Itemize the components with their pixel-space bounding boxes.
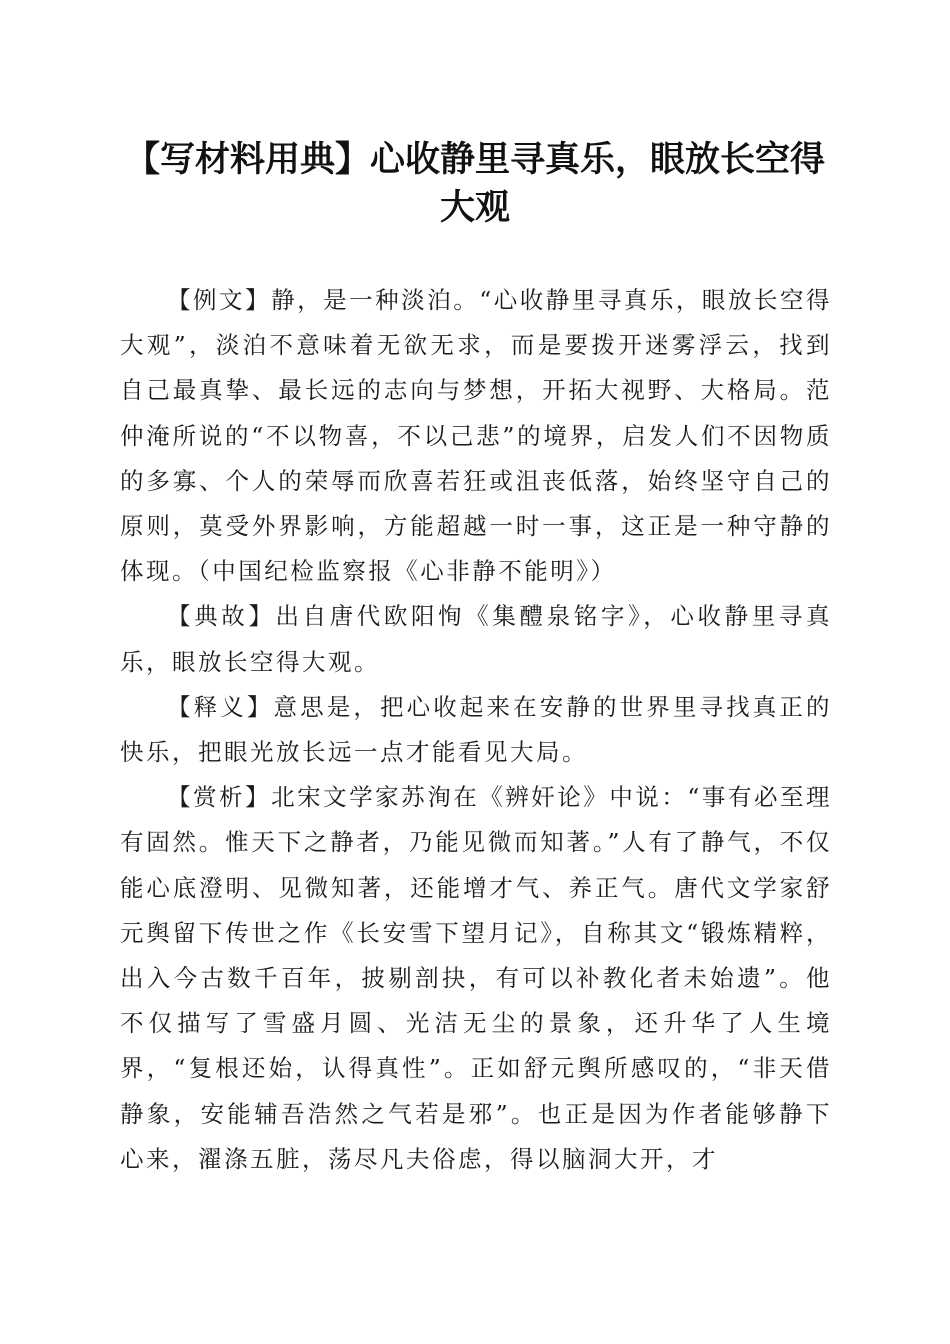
paragraph-appreciation: 【赏析】北宋文学家苏洵在《辨奸论》中说：“事有必至理有固然。惟天下之静者，乃能见微而知著。”人有了静气，不仅能心底澄明、见微知著，还能增才气、养正气。唐代文学家舒元舆留下传世之作《长安雪下望月记》，自称其文“锻炼精粹，出入今古数千百年，披剔剖抉，有可以补教化者未始遗”。他不仅描写了雪盛月圆、光洁无尘的景象，还升华了人生境界，“复根还始，认得真性”。正如舒元舆所感叹的，“非天借静象，安能辅吾浩然之气若是邪”。也正是因为作者能够静下心来，濯涤五脏，荡尽凡夫俗虑，得以脑洞大开，才 (120, 783, 832, 1173)
paragraph-example: 【例文】静，是一种淡泊。“心收静里寻真乐，眼放长空得大观”，淡泊不意味着无欲无求，而是要拨开迷雾浮云，找到自己最真挚、最长远的志向与梦想，开拓大视野、大格局。范仲淹所说的“不以物喜，不以己悲”的境界，启发人们不因物质的多寡、个人的荣辱而欣喜若狂或沮丧低落，始终坚守自己的原则，莫受外界影响，方能超越一时一事，这正是一种守静的体现。（中国纪检监察报《心非静不能明》） (120, 286, 832, 586)
document-body (120, 278, 832, 1182)
document-title: 【写材料用典】心收静里寻真乐，眼放长空得大观 (124, 140, 825, 228)
paragraph-meaning: 【释义】意思是，把心收起来在安静的世界里寻找真正的快乐，把眼光放长远一点才能看见大局。 (120, 692, 832, 767)
paragraph-allusion: 【典故】出自唐代欧阳恂《集醴泉铭字》，心收静里寻真乐，眼放长空得大观。 (120, 602, 832, 676)
